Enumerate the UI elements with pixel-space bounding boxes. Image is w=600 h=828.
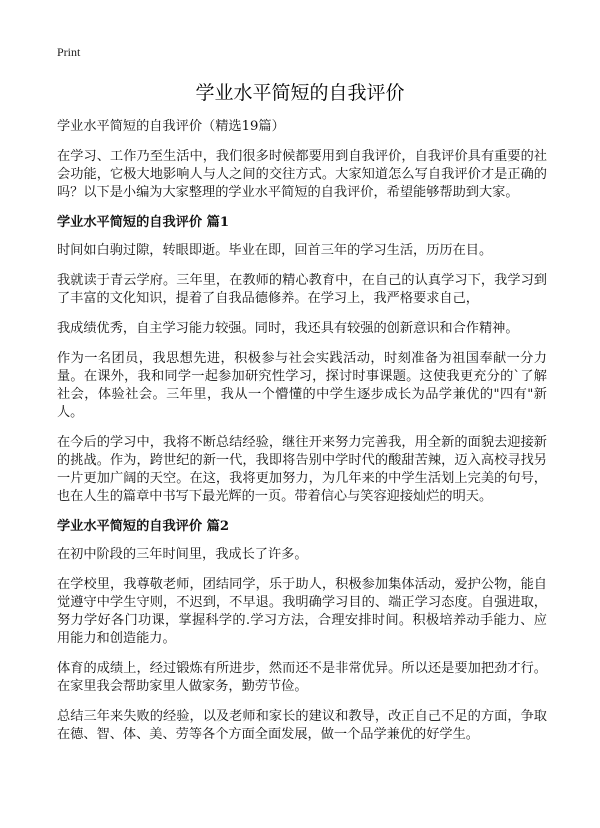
article-subtitle: 学业水平简短的自我评价（精选19篇） xyxy=(57,119,285,134)
paragraph: 在学校里，我尊敬老师，团结同学，乐于助人，积极参加集体活动，爱护公物，能自觉遵守中学生守则，不迟到，不早退。我明确学习目的、端正学习态度。自强进取，努力学好各门功课，掌握科学的.学习方法，合理安排时间。积极培养动手能力、应用能力和创造能力。 xyxy=(57,577,547,646)
section-1 xyxy=(57,214,547,506)
paragraph: 在今后的学习中，我将不断总结经验，继往开来努力完善我，用全新的面貌去迎接新的挑战。作为，跨世纪的新一代，我即将告别中学时代的酸甜苦辣，迈入高校寻找另一片更加广阔的天空。在这，我将更加努力，为几年来的中学生活划上完美的句号，也在人生的篇章中书写下最光辉的一页。带着信心与笑容迎接灿烂的明天。 xyxy=(57,435,547,504)
print-link[interactable]: Print xyxy=(57,45,81,59)
paragraph: 总结三年来失败的经验，以及老师和家长的建议和教导，改正自己不足的方面，争取在德、智、体、美、劳等各个方面全面发展，做一个品学兼优的好学生。 xyxy=(57,709,547,742)
paragraph: 体育的成绩上，经过锻炼有所进步，然而还不是非常优异。所以还是要加把劲才行。在家里我会帮助家里人做家务，勤劳节俭。 xyxy=(57,661,547,694)
intro-paragraph: 在学习、工作乃至生活中，我们很多时候都要用到自我评价，自我评价具有重要的社会功能，它极大地影响人与人之间的交往方式。大家知道怎么写自我评价才是正确的吗？以下是小编为大家整理的学业水平简短的自我评价，希望能够帮助到大家。 xyxy=(57,149,547,200)
paragraph: 时间如白驹过隙，转眼即逝。毕业在即，回首三年的学习生活，历历在目。 xyxy=(57,243,493,258)
paragraph: 我就读于青云学府。三年里，在教师的精心教育中，在自己的认真学习下，我学习到了丰富的文化知识，提着了自我品德修养。在学习上，我严格要求自己， xyxy=(57,273,547,306)
paragraph: 我成绩优秀，自主学习能力较强。同时，我还具有较强的创新意识和合作精神。 xyxy=(57,321,519,336)
section-heading: 学业水平简短的自我评价 篇1 xyxy=(57,215,230,230)
paragraph: 在初中阶段的三年时间里，我成长了许多。 xyxy=(57,547,308,562)
paragraph: 作为一名团员，我思想先进，积极参与社会实践活动，时刻准备为祖国奉献一分力量。在课外，我和同学一起参加研究性学习，探讨时事课题。这使我更充分的`了解社会，体验社会。三年里，我从一个懵懂的中学生逐步成长为品学兼优的"四有"新人。 xyxy=(57,351,547,420)
article-body xyxy=(57,118,547,756)
page-title: 学业水平简短的自我评价 xyxy=(195,82,405,104)
section-heading: 学业水平简短的自我评价 篇2 xyxy=(57,519,230,534)
section-2 xyxy=(57,518,547,744)
